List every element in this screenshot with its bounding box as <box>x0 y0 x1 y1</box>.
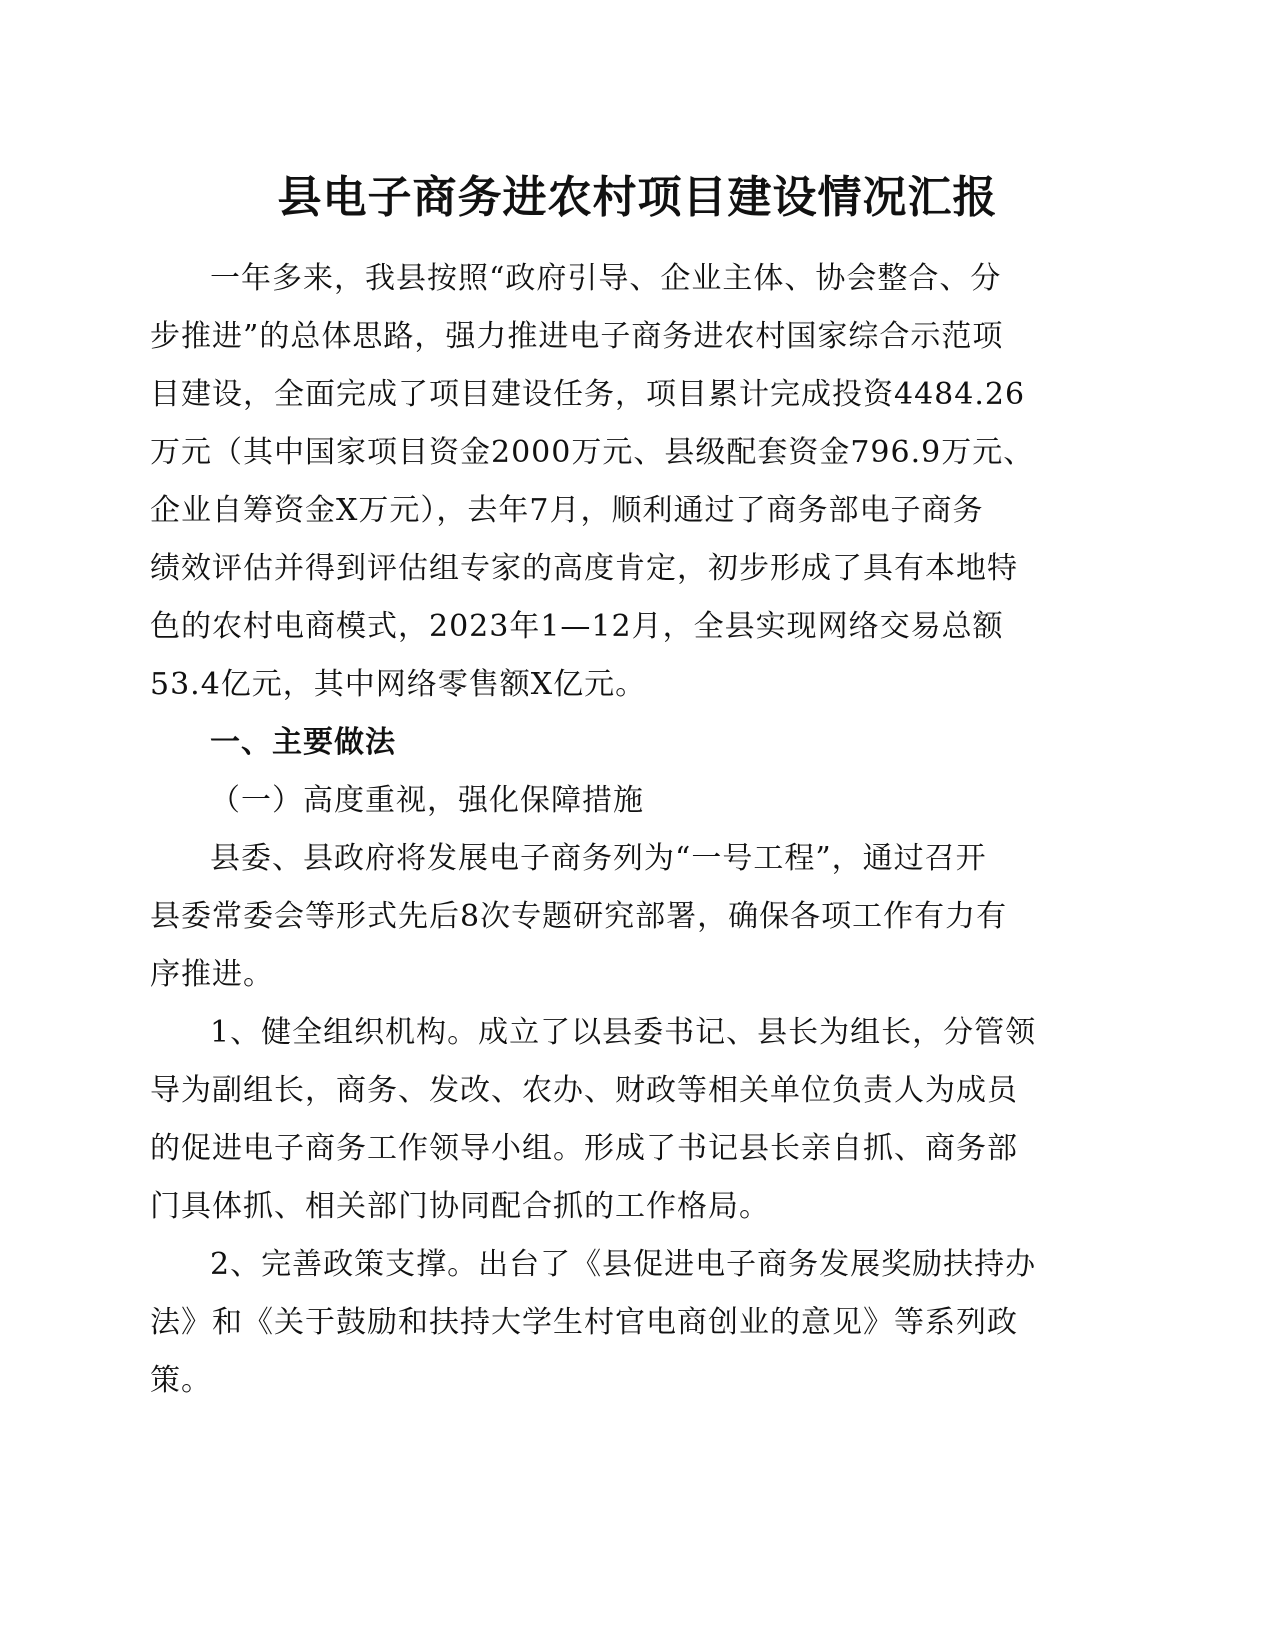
text-line: 53.4亿元，其中网络零售额X亿元。 <box>150 667 647 702</box>
text-line: 2、完善政策支撑。出台了《县促进电子商务发展奖励扶持办 <box>210 1247 1037 1282</box>
text-line: 导为副组长，商务、发改、农办、财政等相关单位负责人为成员 <box>150 1073 1018 1108</box>
text-line: 门具体抓、相关部门协同配合抓的工作格局。 <box>150 1189 770 1224</box>
text-line: 万元（其中国家项目资金2000万元、县级配套资金796.9万元、 <box>150 435 1035 470</box>
text-line: 目建设，全面完成了项目建设任务，项目累计完成投资4484.26 <box>150 377 1026 412</box>
item-1-paragraph <box>150 1004 1090 1236</box>
subsection-heading <box>150 772 1090 830</box>
intro-paragraph <box>150 250 1090 714</box>
section-heading-text: 一、主要做法 <box>210 725 396 760</box>
text-line: 县委常委会等形式先后8次专题研究部署，确保各项工作有力有 <box>150 899 1008 934</box>
text-line: 的促进电子商务工作领导小组。形成了书记县长亲自抓、商务部 <box>150 1131 1018 1166</box>
document-title: 县电子商务进农村项目建设情况汇报 <box>277 172 998 223</box>
text-line: 步推进”的总体思路，强力推进电子商务进农村国家综合示范项 <box>150 319 1004 354</box>
text-line: 法》和《关于鼓励和扶持大学生村官电商创业的意见》等系列政 <box>150 1305 1018 1340</box>
text-line: 县委、县政府将发展电子商务列为“一号工程”，通过召开 <box>210 841 987 876</box>
item-2-paragraph <box>150 1236 1090 1410</box>
subsection-heading-text: （一）高度重视，强化保障措施 <box>210 783 644 818</box>
subsection-paragraph <box>150 830 1090 1004</box>
section-heading <box>150 714 1090 772</box>
text-line: 色的农村电商模式，2023年1—12月，全县实现网络交易总额 <box>150 609 1004 644</box>
text-line: 1、健全组织机构。成立了以县委书记、县长为组长，分管领 <box>210 1015 1037 1050</box>
text-line: 绩效评估并得到评估组专家的高度肯定，初步形成了具有本地特 <box>150 551 1018 586</box>
document-body <box>150 250 1090 1410</box>
text-line: 一年多来，我县按照“政府引导、企业主体、协会整合、分 <box>210 261 1002 296</box>
text-line: 企业自筹资金X万元），去年7月，顺利通过了商务部电子商务 <box>150 493 984 528</box>
text-line: 序推进。 <box>150 957 274 992</box>
text-line: 策。 <box>150 1363 212 1398</box>
